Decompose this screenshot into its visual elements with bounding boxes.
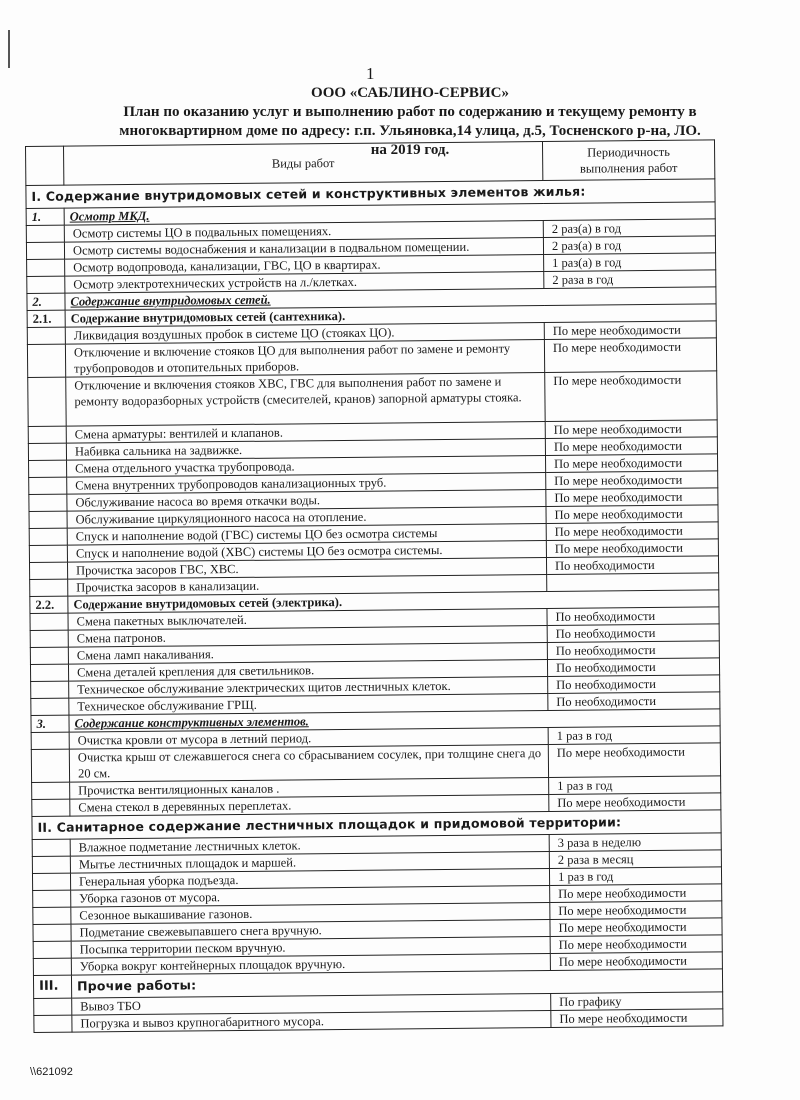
work-item-title: Генеральная уборка подъезда. [70, 868, 549, 890]
work-item-title: Прочистка засоров ГВС, ХВС. [67, 558, 546, 580]
work-item-periodicity: По мере необходимости [549, 793, 721, 812]
group-title: Содержание конструктивных элементов. [69, 709, 720, 732]
work-item-periodicity: По мере необходимости [545, 437, 717, 456]
work-item-periodicity: По мере необходимости [545, 454, 717, 473]
row-number-cell [27, 276, 65, 293]
row-number-cell [32, 782, 70, 799]
row-number: 2.2. [30, 596, 68, 613]
work-item-periodicity: 1 раз(а) в год [544, 253, 716, 272]
work-item-title: Смена деталей крепления для светильников. [68, 660, 547, 682]
periodicity-header-line-2: выполнения работ [579, 160, 678, 176]
row-number-cell [29, 494, 67, 511]
work-item-periodicity: По мере необходимости [546, 505, 718, 524]
work-item-title: Погрузка и вывоз крупногабаритного мусора. [72, 1010, 551, 1032]
work-item-periodicity: По мере необходимости [545, 371, 717, 422]
work-item-periodicity: 2 раза в год [544, 270, 716, 289]
work-item-row [28, 371, 717, 427]
row-number-cell [33, 958, 71, 975]
work-item-title: Техническое обслуживание электрических щитов лестничных клеток. [69, 677, 548, 699]
work-item-title: Посыпка территории песком вручную. [71, 936, 550, 958]
group-title: Содержание внутридомовых сетей (электрика). [68, 590, 719, 613]
row-number-cell [27, 327, 65, 344]
column-header-number [26, 146, 64, 185]
work-item-periodicity: По необходимости [547, 641, 719, 660]
work-item-periodicity: По необходимости [548, 675, 720, 694]
row-number-cell [33, 890, 71, 907]
work-item-title: Смена арматуры: вентилей и клапанов. [66, 422, 545, 444]
row-number-cell [32, 799, 70, 816]
work-item-title: Смена пакетных выключателей. [68, 609, 547, 631]
row-number-cell [33, 924, 71, 941]
work-item-periodicity: 1 раз в год [549, 776, 721, 795]
work-item-title: Уборка вокруг контейнерных площадок вручную. [71, 953, 550, 975]
work-item-title: Набивка сальника на задвижке. [66, 439, 545, 461]
column-header-periodicity [542, 140, 714, 181]
works-table-body [26, 140, 723, 1033]
document-code: \\621092 [30, 1066, 73, 1078]
work-item-periodicity: По мере необходимости [550, 884, 722, 903]
work-item-periodicity: По мере необходимости [544, 338, 716, 373]
work-item-periodicity: 3 раза в неделю [549, 833, 721, 852]
row-number: 2.1. [27, 310, 65, 327]
title-line-2: многоквартирном доме по адресу: г.п. Ульяновка,14 улица, д.5, Тосненского р-на, ЛО. [119, 123, 701, 139]
work-item-title: Подметание свежевыпавшего снега вручную. [71, 919, 550, 941]
work-item-periodicity: 2 раза в месяц [549, 850, 721, 869]
work-item-title: Обслуживание насоса во время откачки воды. [67, 490, 546, 512]
row-number: 1. [26, 208, 64, 225]
title-line-3: на 2019 год. [370, 142, 450, 158]
row-number-cell [26, 225, 64, 242]
company-name: ООО «САБЛИНО-СЕРВИС» [311, 85, 509, 101]
work-item-periodicity: 1 раз в год [549, 867, 721, 886]
section-title: II. Санитарное содержание лестничных площадок и придомовой территории: [32, 810, 721, 840]
work-item-periodicity: 2 раз(а) в год [543, 219, 715, 238]
section-title: I. Содержание внутридомовых сетей и конструктивных элементов жилья: [26, 179, 715, 209]
page-number: 1 [366, 64, 375, 83]
row-number-cell [30, 647, 68, 664]
works-table [25, 139, 723, 1033]
row-number-cell [34, 1015, 72, 1032]
group-title: Содержание внутридомовых сетей (сантехника). [65, 304, 716, 327]
work-item-periodicity: По необходимости [546, 556, 718, 575]
row-number-cell [27, 259, 65, 276]
group-title: Содержание внутридомовых сетей. [65, 287, 716, 310]
work-item-title: Спуск и наполнение водой (ХВС) системы ЦО без осмотра системы. [67, 541, 546, 563]
work-item-periodicity: По графику [551, 992, 723, 1011]
work-item-periodicity: По мере необходимости [550, 901, 722, 920]
work-item-title: Осмотр электротехнических устройств на л./клетках. [65, 272, 544, 294]
row-number-cell [31, 698, 69, 715]
work-item-title: Осмотр системы водоснабжения и канализации в подвальном помещении. [64, 238, 543, 260]
scan-edge-mark [8, 30, 10, 68]
work-item-periodicity: По мере необходимости [548, 743, 720, 778]
works-plan [25, 139, 723, 1033]
work-item-periodicity: 1 раз в год [548, 726, 720, 745]
work-item-title: Осмотр системы ЦО в подвальных помещениях. [64, 221, 543, 243]
section-number: III. [33, 975, 71, 998]
work-item-periodicity: По мере необходимости [550, 952, 722, 971]
row-number: 2. [27, 293, 65, 310]
work-item-title: Сезонное выкашивание газонов. [71, 902, 550, 924]
work-item-periodicity: По мере необходимости [546, 522, 718, 541]
work-item-periodicity: По необходимости [548, 692, 720, 711]
work-item-title: Влажное подметание лестничных клеток. [70, 835, 549, 857]
work-item-title: Техническое обслуживание ГРЩ. [69, 694, 548, 716]
work-item-periodicity: По необходимости [547, 607, 719, 626]
row-number-cell [27, 344, 65, 377]
work-item-title: Смена стекол в деревянных переплетах. [70, 795, 549, 817]
work-item-title: Мытье лестничных площадок и маршей. [70, 851, 549, 873]
row-number-cell [28, 426, 66, 443]
work-item-title: Смена отдельного участка трубопровода. [67, 456, 546, 478]
work-item-title: Спуск и наполнение водой (ГВС) системы ЦО без осмотра системы [67, 524, 546, 546]
work-item-title: Обслуживание циркуляционного насоса на отопление. [67, 507, 546, 529]
row-number-cell [29, 528, 67, 545]
row-number-cell [26, 242, 64, 259]
row-number-cell [34, 998, 72, 1015]
row-number-cell [31, 732, 69, 749]
work-item-periodicity: По мере необходимости [546, 539, 718, 558]
row-number-cell [28, 443, 66, 460]
row-number-cell [32, 873, 70, 890]
row-number-cell [33, 941, 71, 958]
work-item-title: Отключение и включения стояков ХВС, ГВС для выполнения работ по замене и ремонту водоразборных устройств (смесителей, кранов) запорной арматуры стояка. [66, 373, 545, 427]
column-header-row [26, 140, 715, 186]
work-item-title: Очистка крыш от слежавшегося снега со сбрасыванием сосулек, при толщине снега до 20 см. [69, 745, 548, 783]
row-number-cell [30, 630, 68, 647]
work-item-title: Смена внутренних трубопроводов канализационных труб. [67, 473, 546, 495]
row-number-cell [29, 511, 67, 528]
work-item-periodicity: По мере необходимости [546, 488, 718, 507]
work-item-title: Смена патронов. [68, 626, 547, 648]
row-number-cell [29, 477, 67, 494]
work-item-periodicity: По мере необходимости [546, 471, 718, 490]
work-item-periodicity [547, 573, 719, 592]
work-item-periodicity: По необходимости [547, 624, 719, 643]
group-title: Осмотр МКД. [64, 202, 715, 225]
row-number-cell [30, 613, 68, 630]
row-number-cell [32, 839, 70, 856]
work-item-periodicity: 2 раз(а) в год [543, 236, 715, 255]
work-item-title: Смена ламп накаливания. [68, 643, 547, 665]
work-item-title: Прочистка засоров в канализации. [68, 575, 547, 597]
section-title: Прочие работы: [71, 969, 722, 998]
row-number: 3. [31, 715, 69, 732]
column-header-works: Виды работ [64, 142, 543, 186]
work-item-periodicity: По мере необходимости [551, 1009, 723, 1028]
work-item-title: Уборка газонов от мусора. [71, 885, 550, 907]
row-number-cell [28, 377, 66, 426]
row-number-cell [31, 681, 69, 698]
work-item-periodicity: По мере необходимости [544, 321, 716, 340]
row-number-cell [30, 579, 68, 596]
work-item-title: Осмотр водопровода, канализации, ГВС, ЦО в квартирах. [65, 255, 544, 277]
row-number-cell [30, 664, 68, 681]
work-item-title: Ликвидация воздушных пробок в системе ЦО (стояках ЦО). [65, 323, 544, 345]
work-item-title: Вывоз ТБО [72, 993, 551, 1015]
work-item-periodicity: По мере необходимости [545, 420, 717, 439]
work-item-title: Прочистка вентиляционных каналов . [70, 778, 549, 800]
row-number-cell [29, 545, 67, 562]
title-line-1: План по оказанию услуг и выполнению работ по содержанию и текущему ремонту в [123, 104, 697, 120]
work-item-periodicity: По необходимости [547, 658, 719, 677]
work-item-periodicity: По мере необходимости [550, 918, 722, 937]
periodicity-header-line-1: Периодичность [587, 144, 670, 160]
row-number-cell [29, 562, 67, 579]
row-number-cell [29, 460, 67, 477]
work-item-title: Очистка кровли от мусора в летний период. [69, 728, 548, 750]
work-item-periodicity: По мере необходимости [550, 935, 722, 954]
work-item-title: Отключение и включение стояков ЦО для выполнения работ по замене и ремонту трубопроводов и отопительных приборов. [65, 340, 544, 378]
row-number-cell [33, 907, 71, 924]
row-number-cell [31, 749, 69, 782]
row-number-cell [32, 856, 70, 873]
